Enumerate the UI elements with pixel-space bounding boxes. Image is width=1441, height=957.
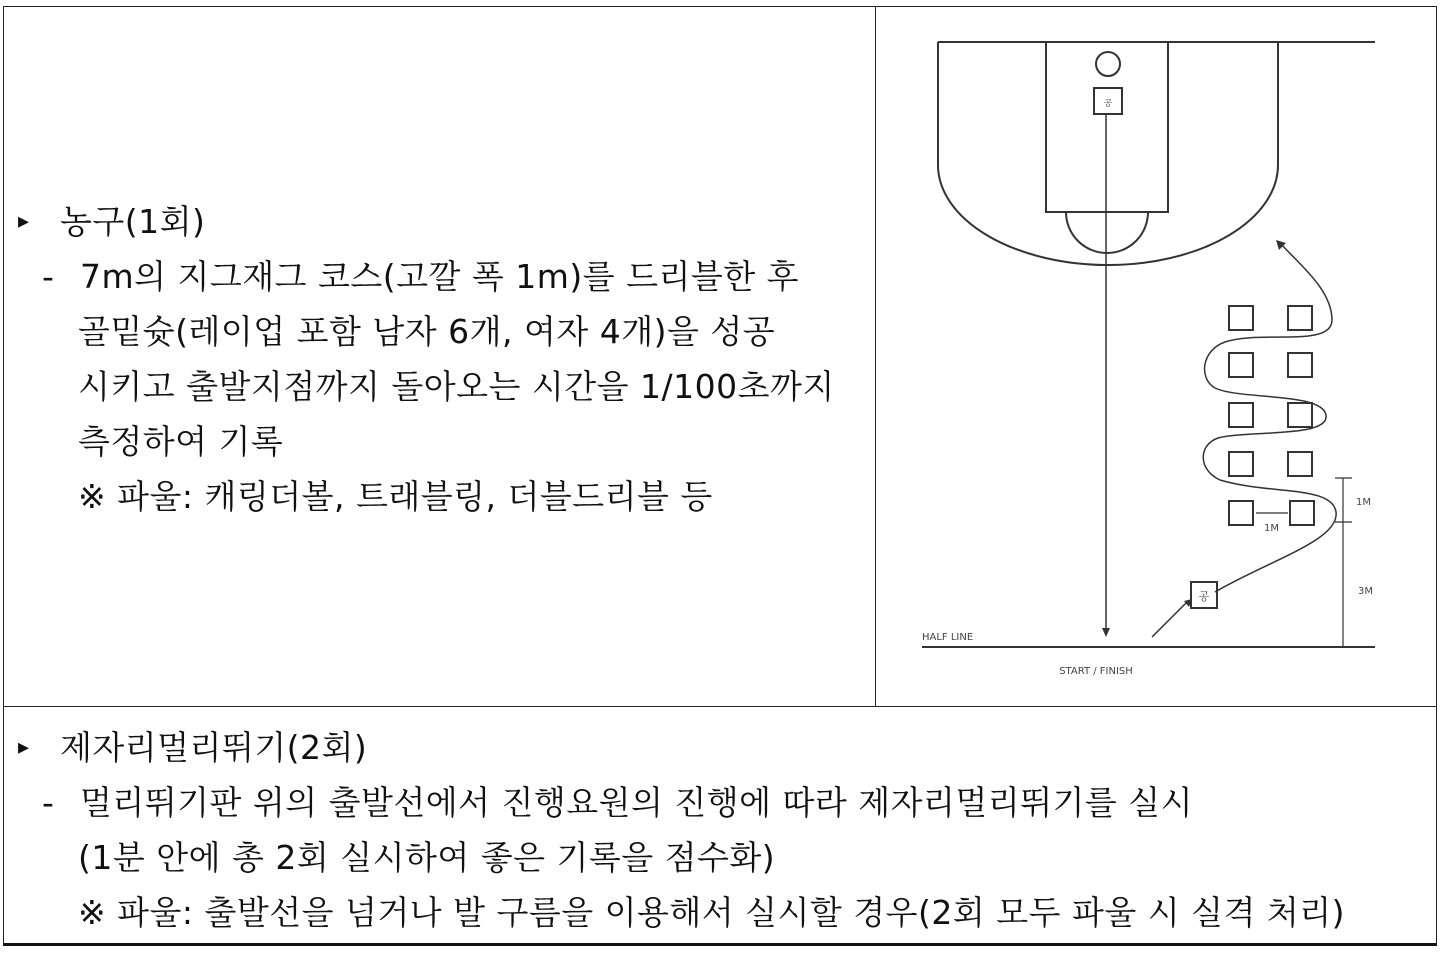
- cone: [1288, 403, 1312, 427]
- dim-3m-label: 3M: [1358, 586, 1373, 597]
- start-arrow: [1152, 603, 1186, 637]
- standing-long-jump-section: [18, 720, 1418, 940]
- cone: [1229, 501, 1253, 525]
- basketball-desc-line4: 측정하여 기록: [78, 422, 284, 461]
- cone: [1229, 452, 1253, 476]
- cone: [1229, 353, 1253, 377]
- basketball-title: 농구(1회): [60, 202, 206, 241]
- basketball-foul-note: ※ 파울: 캐링더볼, 트래블링, 더블드리블 등: [78, 477, 713, 516]
- cone: [1290, 501, 1314, 525]
- basketball-desc-line1: 7m의 지그재그 코스(고깔 폭 1m)를 드리블한 후: [80, 257, 800, 296]
- long-jump-title: 제자리멀리뛰기(2회): [60, 728, 368, 767]
- dribble-path: [1203, 245, 1336, 592]
- ball-label-top: 공: [1103, 99, 1113, 109]
- basketball-desc-line2: 골밑슛(레이업 포함 남자 6개, 여자 4개)을 성공: [78, 312, 776, 351]
- dash-mark: -: [42, 257, 55, 296]
- free-throw-circle: [1066, 212, 1148, 253]
- long-jump-desc-line2: (1분 안에 총 2회 실시하여 좋은 기록을 점수화): [78, 838, 776, 877]
- cone: [1288, 353, 1312, 377]
- bullet-icon: ▸: [18, 209, 30, 234]
- half-line-label: HALF LINE: [922, 632, 974, 643]
- cone: [1229, 306, 1253, 330]
- dim-1m-vertical-label: 1M: [1356, 497, 1371, 508]
- basketball-desc-line3: 시키고 출발지점까지 돌아오는 시간을 1/100초까지: [78, 367, 835, 406]
- dash-mark: -: [42, 783, 55, 822]
- dim-1m-horizontal-label: 1M: [1264, 523, 1279, 534]
- bullet-icon: ▸: [18, 735, 30, 760]
- cone: [1288, 306, 1312, 330]
- cone: [1229, 403, 1253, 427]
- hoop: [1096, 52, 1120, 76]
- ball-label-start: 공: [1198, 590, 1210, 603]
- cone: [1288, 452, 1312, 476]
- down-arrow-head: [1102, 628, 1110, 637]
- long-jump-foul-note: ※ 파울: 출발선을 넘거나 발 구름을 이용해서 실시할 경우(2회 모두 파울 시 실격 처리): [78, 893, 1345, 932]
- start-finish-label: START / FINISH: [1059, 666, 1133, 677]
- free-throw-lane: [1046, 42, 1168, 212]
- long-jump-desc-line1: 멀리뛰기판 위의 출발선에서 진행요원의 진행에 따라 제자리멀리뛰기를 실시: [80, 783, 1194, 822]
